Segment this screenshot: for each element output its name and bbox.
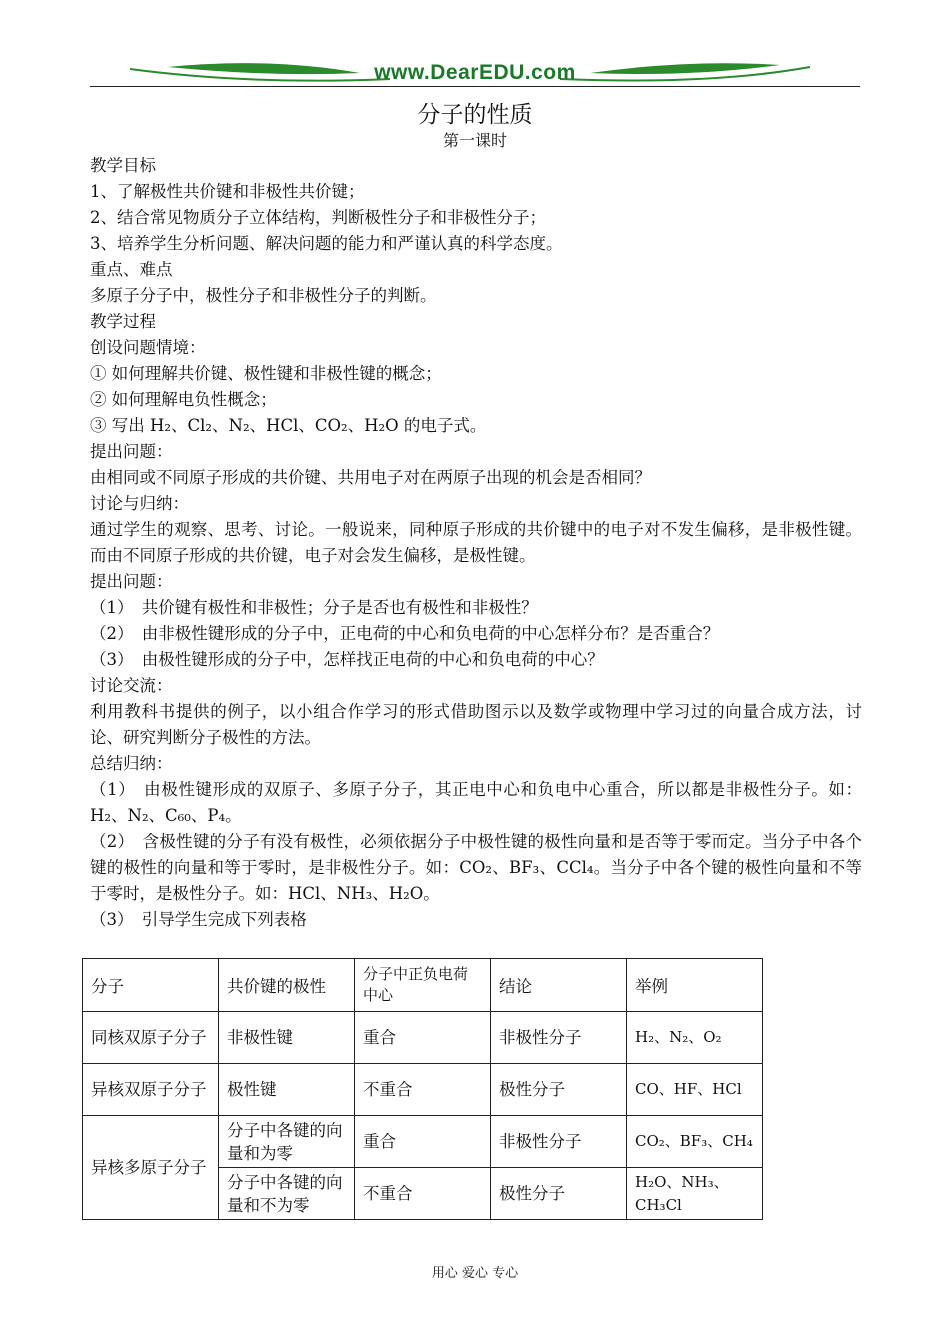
objective-2: 2、结合常见物质分子立体结构，判断极性分子和非极性分子； bbox=[90, 208, 546, 227]
scenario-item-3: ③ 写出 H₂、Cl₂、N₂、HCl、CO₂、H₂O 的电子式。 bbox=[90, 416, 487, 435]
table-header-row bbox=[83, 959, 763, 1012]
summary-item-3: （3） 引导学生完成下列表格 bbox=[90, 910, 307, 929]
table-cell: 重合 bbox=[355, 1012, 491, 1064]
table-cell: 极性分子 bbox=[491, 1064, 627, 1116]
table-cell: 不重合 bbox=[355, 1168, 491, 1220]
table-cell: H₂、N₂、O₂ bbox=[627, 1012, 763, 1064]
table-cell: CO₂、BF₃、CH₄ bbox=[627, 1116, 763, 1168]
objective-3: 3、培养学生分析问题、解决问题的能力和严谨认真的科学态度。 bbox=[90, 234, 563, 253]
table-cell: 重合 bbox=[355, 1116, 491, 1168]
discussion-text: 通过学生的观察、思考、讨论。一般说来，同种原子形成的共价键中的电子对不发生偏移，是非极性键。而由不同原子形成的共价键，电子对会发生偏移，是极性键。 bbox=[90, 520, 862, 565]
question-item-2: （2） 由非极性键形成的分子中，正电荷的中心和负电荷的中心怎样分布？是否重合？ bbox=[90, 624, 720, 643]
table-cell: H₂O、NH₃、CH₃Cl bbox=[627, 1168, 763, 1220]
header-cell: 分子 bbox=[83, 959, 219, 1012]
header-rule bbox=[90, 86, 860, 87]
heading-process: 教学过程 bbox=[90, 312, 156, 331]
page-subtitle: 第一课时 bbox=[442, 131, 507, 150]
exchange-text: 利用教科书提供的例子，以小组合作学习的形式借助图示以及数学或物理中学习过的向量合成方法，讨论、研究判断分子极性的方法。 bbox=[90, 702, 862, 747]
table-cell: 极性键 bbox=[219, 1064, 355, 1116]
summary-item-2: （2） 含极性键的分子有没有极性，必须依据分子中极性键的极性向量和是否等于零而定。当分子中各个键的极性的向量和等于零时，是非极性分子。如：CO₂、BF₃、CCl₄。当分子中各个键的极性向量和不等于零时，是极性分子。如：HCl、NH₃、H₂O。 bbox=[90, 832, 862, 903]
header-cell: 分子中正负电荷中心 bbox=[355, 959, 491, 1012]
scenario-item-2: ② 如何理解电负性概念； bbox=[90, 390, 277, 409]
table-cell: 分子中各键的向量和不为零 bbox=[219, 1168, 355, 1220]
table-cell: 同核双原子分子 bbox=[83, 1012, 219, 1064]
question-item-3: （3） 由极性键形成的分子中，怎样找正电荷的中心和负电荷的中心？ bbox=[90, 650, 604, 669]
heading-exchange: 讨论交流： bbox=[90, 676, 173, 695]
lesson-body bbox=[90, 153, 862, 933]
scenario-item-1: ① 如何理解共价键、极性键和非极性键的概念； bbox=[90, 364, 442, 383]
table-cell: 异核双原子分子 bbox=[83, 1064, 219, 1116]
heading-objectives: 教学目标 bbox=[90, 156, 156, 175]
site-banner bbox=[90, 55, 860, 95]
heading-key-points: 重点、难点 bbox=[90, 260, 173, 279]
heading-question-2: 提出问题： bbox=[90, 572, 173, 591]
table-cell: 非极性键 bbox=[219, 1012, 355, 1064]
heading-question-1: 提出问题： bbox=[90, 442, 173, 461]
page-footer: 用心 爱心 专心 bbox=[431, 1266, 519, 1281]
table-cell: 不重合 bbox=[355, 1064, 491, 1116]
heading-scenario: 创设问题情境： bbox=[90, 338, 206, 357]
key-points-text: 多原子分子中，极性分子和非极性分子的判断。 bbox=[90, 286, 437, 305]
table-cell: 非极性分子 bbox=[491, 1116, 627, 1168]
heading-summary: 总结归纳： bbox=[90, 754, 173, 773]
table-cell: 分子中各键的向量和为零 bbox=[219, 1116, 355, 1168]
page-title: 分子的性质 bbox=[417, 102, 533, 128]
header-cell: 共价键的极性 bbox=[219, 959, 355, 1012]
question-1-text: 由相同或不同原子形成的共价键、共用电子对在两原子出现的机会是否相同？ bbox=[90, 468, 651, 487]
polarity-table bbox=[82, 958, 763, 1220]
table-cell: CO、HF、HCl bbox=[627, 1064, 763, 1116]
table-cell: 极性分子 bbox=[491, 1168, 627, 1220]
table-row bbox=[83, 1012, 763, 1064]
table-row bbox=[83, 1116, 763, 1168]
table-row bbox=[83, 1064, 763, 1116]
table-cell: 异核多原子分子 bbox=[83, 1116, 219, 1220]
header-cell: 结论 bbox=[491, 959, 627, 1012]
heading-discussion: 讨论与归纳： bbox=[90, 494, 189, 513]
header-cell: 举例 bbox=[627, 959, 763, 1012]
summary-item-1: （1） 由极性键形成的双原子、多原子分子，其正电中心和负电中心重合，所以都是非极性分子。如：H₂、N₂、C₆₀、P₄。 bbox=[90, 780, 862, 825]
objective-1: 1、了解极性共价键和非极性共价键； bbox=[90, 182, 365, 201]
table-cell: 非极性分子 bbox=[491, 1012, 627, 1064]
site-name: www.DearEDU.com bbox=[374, 61, 576, 84]
question-item-1: （1） 共价键有极性和非极性；分子是否也有极性和非极性？ bbox=[90, 598, 538, 617]
